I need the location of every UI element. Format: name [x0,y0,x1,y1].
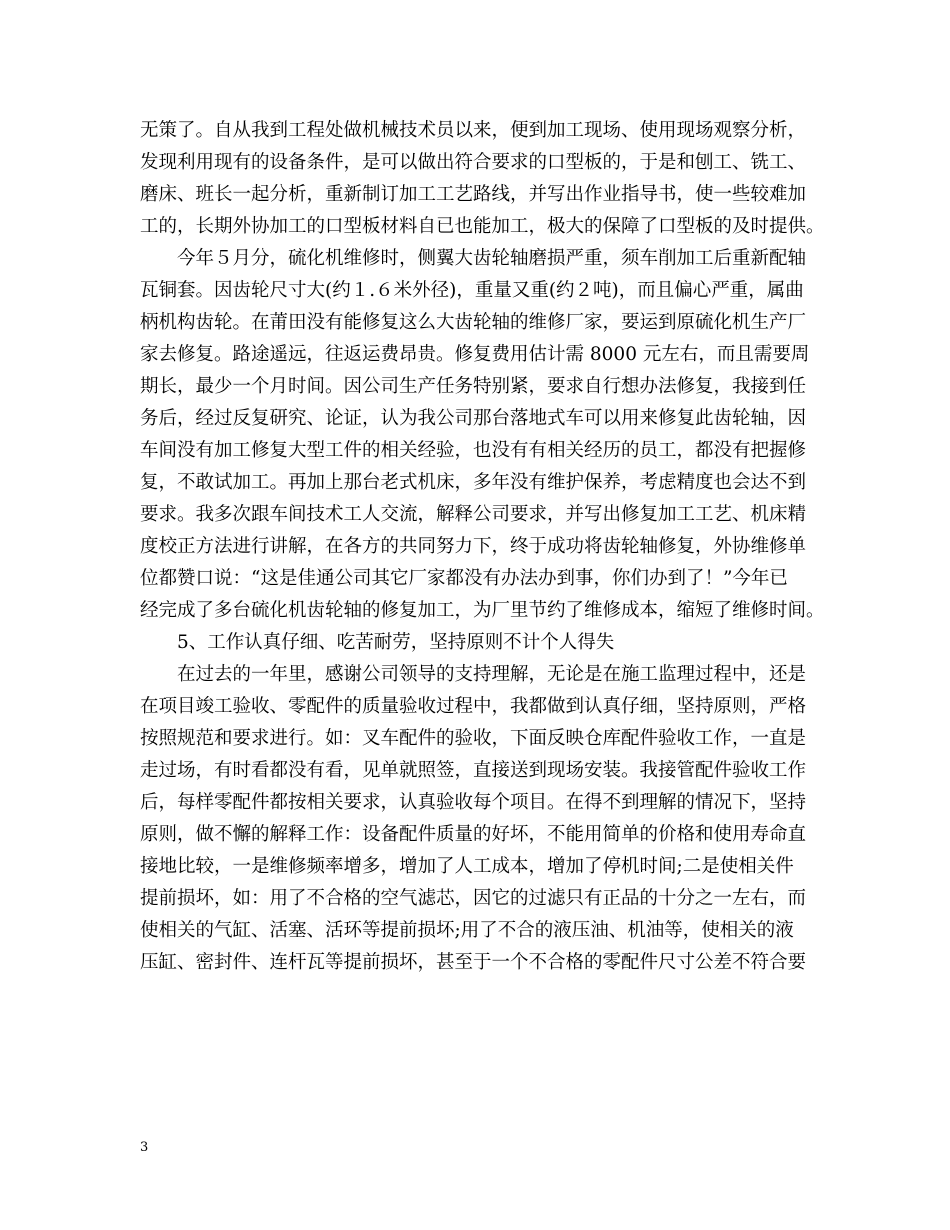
text-line: 磨床、班长一起分析，重新制订加工工艺路线，并写出作业指导书，使一些较难加 [140,184,807,205]
text-line: 提前损坏，如：用了不合格的空气滤芯，因它的过滤只有正品的十分之一左右，而 [140,888,807,909]
section-heading: 5、工作认真仔细、吃苦耐劳，坚持原则不计个人得失 [177,632,615,653]
page-number: 3 [140,1140,149,1155]
text-line: 后，每样零配件都按相关要求，认真验收每个项目。在得不到理解的情况下，坚持 [140,792,807,813]
text-line: 复，不敢试加工。再加上那台老式机床，多年没有维护保养，考虑精度也会达不到 [140,472,807,493]
text-line: 位都赞口说：“这是佳通公司其它厂家都没有办法办到事，你们办到了！”今年已 [140,568,788,589]
text-line: 柄机构齿轮。在莆田没有能修复这么大齿轮轴的维修厂家，要运到原硫化机生产厂 [140,312,807,333]
text-line: 工的，长期外协加工的口型板材料自已也能加工，极大的保障了口型板的及时提供。 [140,216,825,237]
text-line: 务后，经过反复研究、论证，认为我公司那台落地式车可以用来修复此齿轮轴，因 [140,408,807,429]
text-line: 家去修复。路途遥远，往返运费昂贵。修复费用估计需 8000 元左右，而且需要周 [140,344,810,365]
text-line: 原则，做不懈的解释工作：设备配件质量的好坏，不能用简单的价格和使用寿命直 [140,824,807,845]
text-line: 按照规范和要求进行。如：叉车配件的验收，下面反映仓库配件验收工作，一直是 [140,728,807,749]
text-line: 压缸、密封件、连杆瓦等提前损坏，甚至于一个不合格的零配件尺寸公差不符合要 [140,952,807,973]
text-line: 车间没有加工修复大型工件的相关经验，也没有有相关经历的员工，都没有把握修 [140,440,807,461]
text-line: 期长，最少一个月时间。因公司生产任务特别紧，要求自行想办法修复，我接到任 [140,376,807,397]
text-line: 发现利用现有的设备条件，是可以做出符合要求的口型板的，于是和刨工、铣工、 [140,152,807,173]
text-line: 走过场，有时看都没有看，见单就照签，直接送到现场安装。我接管配件验收工作 [140,760,807,781]
text-line: 要求。我多次跟车间技术工人交流，解释公司要求，并写出修复加工工艺、机床精 [140,504,807,525]
text-line: 经完成了多台硫化机齿轮轴的修复加工，为厂里节约了维修成本，缩短了维修时间。 [140,600,825,621]
text-line: 度校正方法进行讲解，在各方的共同努力下，终于成功将齿轮轴修复，外协维修单 [140,536,807,557]
document-body [140,115,825,979]
text-line: 无策了。自从我到工程处做机械技术员以来，便到加工现场、使用现场观察分析， [140,120,807,141]
paragraph-first-line: 今年５月分，硫化机维修时，侧翼大齿轮轴磨损严重，须车削加工后重新配轴 [177,248,807,269]
text-line: 瓦铜套。因齿轮尺寸大(约１.６米外径)，重量又重(约２吨)，而且偏心严重，属曲 [140,280,804,301]
text-line: 接地比较，一是维修频率增多，增加了人工成本，增加了停机时间;二是使相关件 [140,856,794,877]
text-line: 在项目竣工验收、零配件的质量验收过程中，我都做到认真仔细，坚持原则，严格 [140,696,807,717]
text-line: 使相关的气缸、活塞、活环等提前损坏;用了不合的液压油、机油等，使相关的液 [140,920,794,941]
paragraph-first-line: 在过去的一年里，感谢公司领导的支持理解，无论是在施工监理过程中，还是 [177,664,807,685]
